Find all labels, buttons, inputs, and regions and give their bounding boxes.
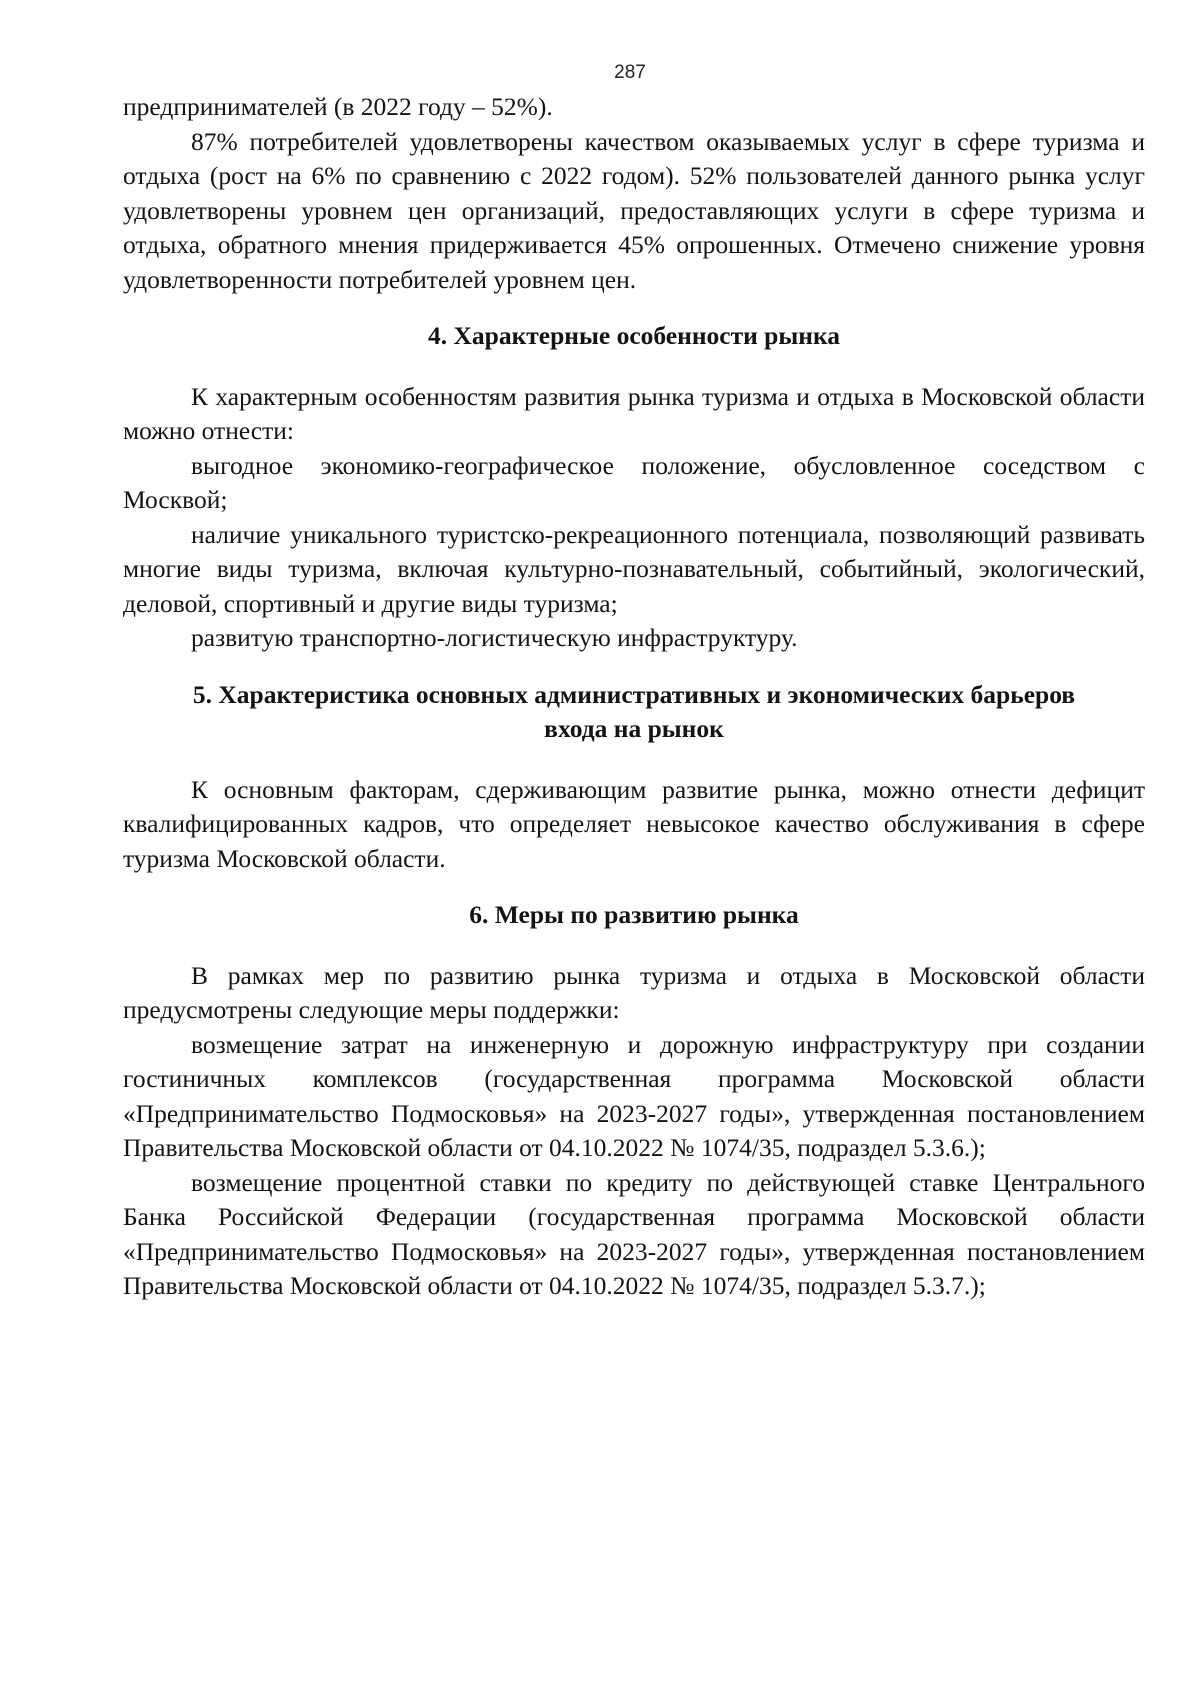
section-heading-4: 4. Характерные особенности рынка: [427, 321, 841, 350]
list-item: возмещение затрат на инженерную и дорожную инфраструктуру при создании гостиничных комплексов (государственная программа Московской области «Предпринимательство Подмосковья» на 2023-2027 годы», утвержденная постановлением Правительства Московской области от 04.10.2022 № 1074/35, подраздел 5.3.6.);: [123, 1029, 1145, 1162]
list-item: наличие уникального туристско-рекреационного потенциала, позволяющий развивать многие виды туризма, включая культурно-познавательный, событийный, экологический, деловой, спортивный и другие виды туризма;: [123, 519, 1145, 618]
paragraph: В рамках мер по развитию рынка туризма и отдыха в Московской области предусмотрены следующие меры поддержки:: [123, 960, 1145, 1024]
paragraph: К характерным особенностям развития рынка туризма и отдыха в Московской области можно отнести:: [123, 381, 1145, 445]
page-number: 287: [614, 62, 646, 83]
list-item: возмещение процентной ставки по кредиту по действующей ставке Центрального Банка Российской Федерации (государственная программа Московской области «Предпринимательство Подмосковья» на 2023-2027 годы», утвержденная постановлением Правительства Московской области от 04.10.2022 № 1074/35, подраздел 5.3.7.);: [123, 1167, 1145, 1300]
paragraph: 87% потребителей удовлетворены качеством оказываемых услуг в сфере туризма и отдыха (рост на 6% по сравнению с 2022 годом). 52% пользователей данного рынка услуг удовлетворены уровнем цен организаций, предоставляющих услуги в сфере туризма и отдыха, обратного мнения придерживается 45% опрошенных. Отмечено снижение уровня удовлетворенности потребителей уровнем цен.: [123, 126, 1145, 294]
paragraph: предпринимателей (в 2022 году – 52%).: [123, 92, 553, 121]
section-heading-5: [123, 678, 1145, 747]
section-heading-5-line1: 5. Характеристика основных административных и экономических барьеров: [192, 679, 1076, 709]
section-heading-6: 6. Меры по развитию рынка: [469, 900, 799, 929]
list-item: выгодное экономико-географическое положение, обусловленное соседством с Москвой;: [123, 450, 1145, 514]
section-heading-5-line2: входа на рынок: [544, 714, 724, 743]
list-item: развитую транспортно-логистическую инфраструктуру.: [191, 623, 798, 652]
document-body: [123, 90, 1145, 1304]
paragraph: К основным факторам, сдерживающим развитие рынка, можно отнести дефицит квалифицированных кадров, что определяет невысокое качество обслуживания в сфере туризма Московской области.: [123, 774, 1145, 873]
